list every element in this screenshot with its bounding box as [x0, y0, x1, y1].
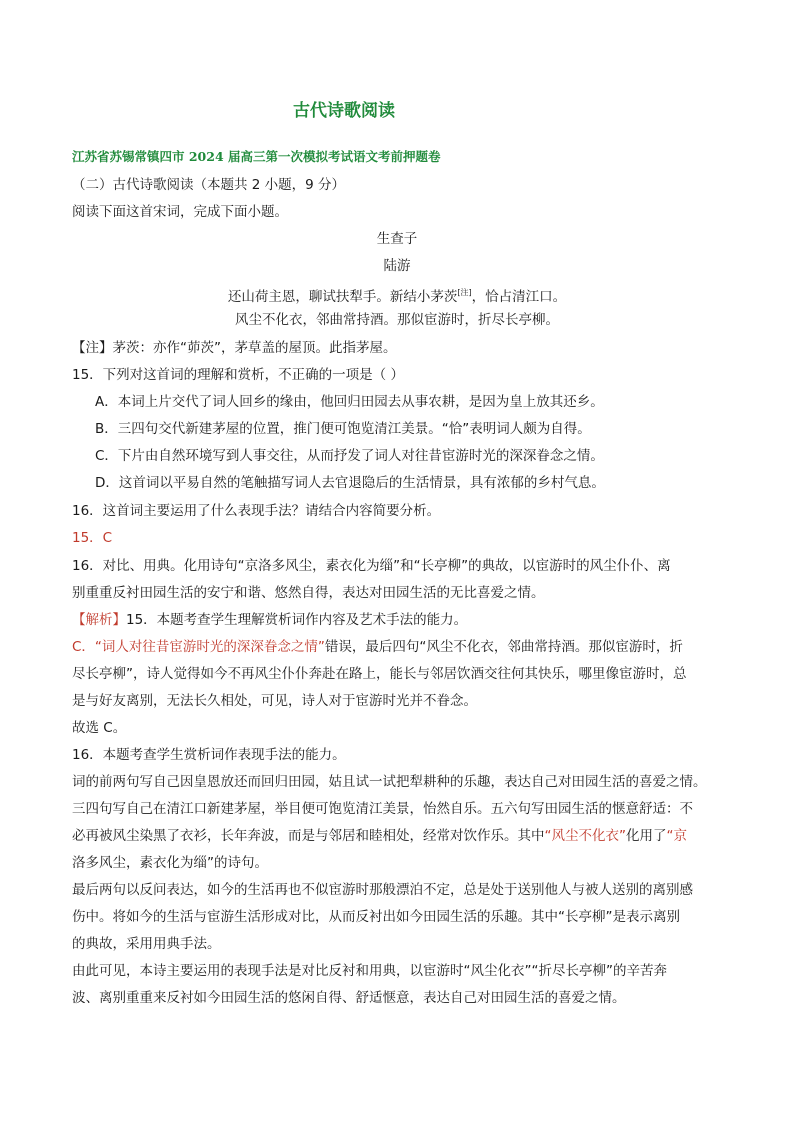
question-15-option-a: A．本词上片交代了词人回乡的缘由，他回归田园去从事农耕，是因为皇上放其还乡。 — [95, 394, 604, 410]
page-title: 古代诗歌阅读 — [293, 101, 395, 121]
answer-16-line-2: 别重重反衬田园生活的安宁和谐、悠然自得，表达对田园生活的无比喜爱之情。 — [72, 585, 545, 601]
question-15-stem: 15．下列对这首词的理解和赏析，不正确的一项是（ ） — [72, 367, 404, 383]
analysis-16-line-7: 的典故，采用用典手法。 — [72, 936, 221, 952]
analysis-15-line-1: C．“词人对往昔宦游时光的深深眷念之情”错误，最后四句“风尘不化衣，邻曲常持酒。那似宦游时，折 — [72, 639, 683, 655]
question-15-option-d: D．这首词以平易自然的笔触描写词人去官退隐后的生活情景，具有浓郁的乡村气息。 — [95, 475, 605, 491]
analysis-15-line-2: 尽长亭柳”，诗人觉得如今不再风尘仆仆奔赴在路上，能长与邻居饮酒交往何其快乐，哪里像宦游时，总 — [72, 666, 687, 682]
answer-16-line-1: 16．对比、用典。化用诗句“京洛多风尘，素衣化为缁”和“长亭柳”的典故，以宦游时的风尘仆仆、离 — [72, 558, 671, 574]
poem-title: 生查子 — [376, 231, 418, 247]
question-15-option-b: B．三四句交代新建茅屋的位置，推门便可饱览清江美景。“恰”表明词人颇为自得。 — [95, 421, 591, 437]
answer-15: 15．C — [72, 530, 113, 546]
analysis-16-line-3: 必再被风尘染黑了衣衫，长年奔波，而是与邻居和睦相处，经常对饮作乐。其中“风尘不化衣”化用了“京 — [72, 828, 687, 844]
analysis-15-line-3: 是与好友离别，无法长久相处，可见，诗人对于宦游时光并不眷念。 — [72, 693, 477, 709]
note-marker: [注] — [457, 288, 472, 297]
analysis-15-end: 故选 C。 — [72, 720, 127, 736]
poem-note: 【注】茅茨：亦作“茆茨”，茅草盖的屋顶。此指茅屋。 — [72, 340, 397, 356]
section-heading: （二）古代诗歌阅读（本题共 2 小题，9 分） — [72, 177, 346, 193]
analysis-16-line-1: 词的前两句写自己因皇恩放还而回归田园，姑且试一试把犁耕种的乐趣，表达自己对田园生活的喜爱之情。 — [72, 774, 707, 790]
analysis-16-line-8: 由此可见，本诗主要运用的表现手法是对比反衬和用典，以宦游时“风尘化衣”“折尽长亭柳”的辛苦奔 — [72, 963, 667, 979]
analysis-16-line-2: 三四句写自己在清江口新建茅屋，举目便可饱览清江美景，怡然自乐。五六句写田园生活的惬意舒适：不 — [72, 801, 693, 817]
analysis-16-line-4: 洛多风尘，素衣化为缁”的诗句。 — [72, 855, 268, 871]
question-15-option-c: C．下片由自然环境写到人事交往，从而抒发了词人对往昔宦游时光的深深眷念之情。 — [95, 448, 604, 464]
poem-line-2: 风尘不化衣，邻曲常持酒。那似宦游时，折尽长亭柳。 — [235, 312, 559, 328]
analysis-16-line-6: 伤中。将如今的生活与宦游生活形成对比，从而反衬出如今田园生活的乐趣。其中“长亭柳”是表示离别 — [72, 909, 680, 925]
instruction: 阅读下面这首宋词，完成下面小题。 — [72, 204, 288, 220]
analysis-16-line-9: 波、离别重重来反衬如今田园生活的悠闲自得、舒适惬意，表达自己对田园生活的喜爱之情。 — [72, 990, 626, 1006]
question-16-stem: 16．这首词主要运用了什么表现手法？请结合内容简要分析。 — [72, 503, 441, 519]
analysis-16-line-5: 最后两句以反问表达，如今的生活再也不似宦游时那般漂泊不定，总是处于送别他人与被人送别的离别感 — [72, 882, 693, 898]
analysis-label: 【解析】 — [72, 612, 126, 628]
poem-line-1: 还山荷主恩，聊试扶犁手。新结小茅茨[注]，恰占清江口。 — [227, 288, 567, 305]
analysis-15-head: 【解析】15．本题考查学生理解赏析词作内容及艺术手法的能力。 — [72, 612, 468, 628]
source-line: 江苏省苏锡常镇四市 2024 届高三第一次模拟考试语文考前押题卷 — [72, 149, 441, 164]
poem-author: 陆游 — [383, 258, 411, 274]
analysis-16-head: 16．本题考查学生赏析词作表现手法的能力。 — [72, 747, 346, 763]
